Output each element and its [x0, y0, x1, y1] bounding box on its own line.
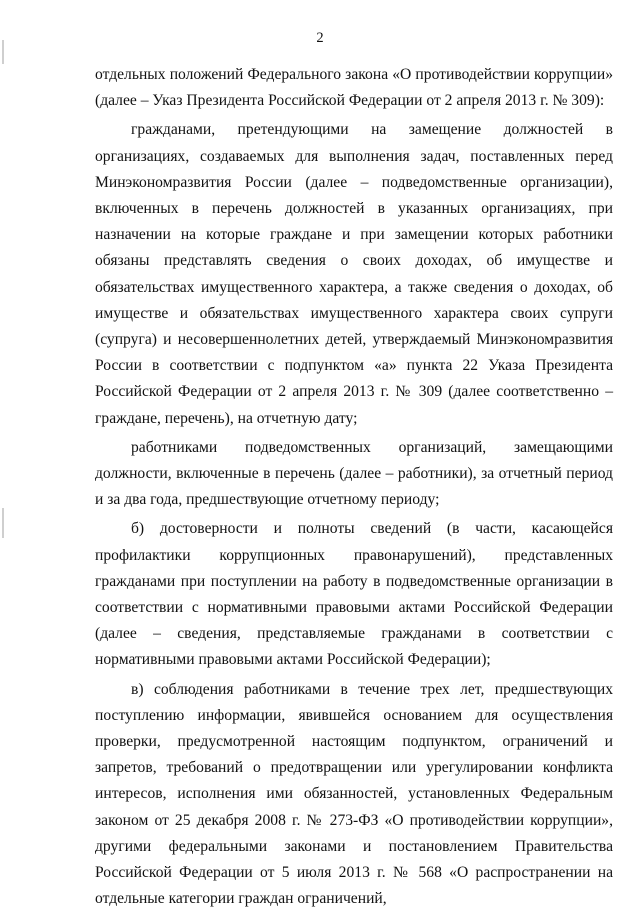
paragraph-continuation: отдельных положений Федерального закона «О противодействии коррупции» (далее – Указ Президента Российской Федерации от 2 апреля 2013 г. № 309): [95, 66, 613, 110]
paragraph-citizens: гражданами, претендующими на замещение должностей в организациях, создаваемых для выполнения задач, поставленных перед Минэкономразвития России (далее – подведомственные организации), включенных в перечень должностей в указанных организациях, при назначении на которые граждане и при замещении которых работники обязаны представлять сведения о своих доходах, об имуществе и обязательствах имущественного характера, а также сведения о доходах, об имуществе и обязательствах имущественного характера своих супруги (супруга) и несовершеннолетних детей, утверждаемый Минэкономразвития России в соответствии с подпунктом «а» пункта 22 Указа Президента Российской Федерации от 2 апреля 2013 г. № 309 (далее соответственно – граждане, перечень), на отчетную дату; [95, 121, 613, 427]
paragraph-item-b: б) достоверности и полноты сведений (в части, касающейся профилактики коррупционных правонарушений), представленных гражданами при поступлении на работу в подведомственные организации в соответствии с нормативными правовыми актами Российской Федерации (далее – сведения, представляемые гражданами в соответствии с нормативными правовыми актами Российской Федерации); [95, 520, 613, 669]
document-body [95, 62, 613, 913]
paragraph-employees: работниками подведомственных организаций, замещающими должности, включенные в перечень (далее – работники), за отчетный период и за два года, предшествующие отчетному периоду; [95, 438, 613, 509]
paragraph-item-v: в) соблюдения работниками в течение трех лет, предшествующих поступлению информации, явившейся основанием для осуществления проверки, предусмотренной настоящим подпунктом, ограничений и запретов, требований о предотвращении или урегулировании конфликта интересов, исполнения ими обязанностей, установленных Федеральным законом от 25 декабря 2008 г. № 273-ФЗ «О противодействии коррупции», другими федеральными законами и постановлением Правительства Российской Федерации от 5 июля 2013 г. № 568 «О распространении на отдельные категории граждан ограничений, [95, 680, 613, 908]
page-number: 2 [316, 30, 324, 46]
scan-margin-mark [2, 508, 4, 538]
